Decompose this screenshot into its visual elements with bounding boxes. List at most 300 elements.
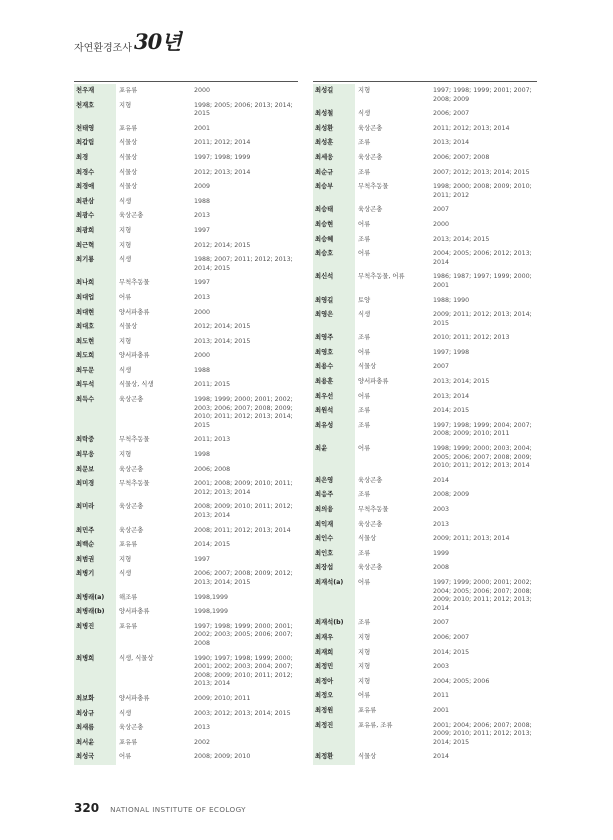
researcher-name: 최병희: [74, 652, 116, 692]
table-row: [74, 567, 304, 590]
left-column: [74, 81, 298, 765]
researcher-name: 최광희: [74, 224, 116, 239]
table-row: [74, 692, 304, 707]
table-row: [313, 375, 543, 390]
survey-years: 1997; 1998; 1999: [194, 153, 251, 161]
table-row: [313, 390, 543, 405]
researcher-name: 최영은: [313, 308, 355, 331]
researcher-name: 최정아: [313, 675, 355, 690]
researcher-name: 최병기: [74, 567, 116, 590]
survey-years: 1998,1999: [194, 608, 229, 616]
survey-years: 2003: [433, 663, 450, 671]
taxon-group: 육상곤충: [119, 526, 144, 534]
table-row: [74, 151, 304, 166]
survey-years: 1997; 1998; 1999; 2004; 2007; 2008; 2009; 2010; 2011: [433, 421, 532, 438]
researcher-name: 최미라: [74, 500, 116, 523]
taxon-group: 해조류: [119, 593, 138, 601]
taxon-group: 양서파충류: [358, 378, 389, 386]
survey-years: 2007: [433, 206, 450, 214]
taxon-group: 식물상: [119, 153, 138, 161]
researcher-name: 최정진: [313, 719, 355, 751]
table-row: [313, 247, 543, 270]
survey-years: 1988: [194, 366, 211, 374]
survey-years: 2012; 2014; 2015: [194, 241, 251, 249]
survey-years: 2009; 2010; 2011: [194, 694, 251, 702]
survey-years: 2006; 2008: [194, 465, 231, 473]
survey-years: 2013; 2014; 2015: [433, 235, 490, 243]
table-row: [74, 306, 304, 321]
survey-years: 2013: [194, 724, 211, 732]
taxon-group: 육상곤충: [119, 396, 144, 404]
taxon-group: 식생: [119, 197, 132, 205]
table-row: [313, 107, 543, 122]
taxon-group: 무척추동물: [119, 436, 150, 444]
researcher-table-left-body: [74, 84, 304, 765]
survey-years: 2003; 2012; 2013; 2014; 2015: [194, 709, 291, 717]
taxon-group: 어류: [358, 392, 371, 400]
researcher-name: 최정환: [313, 750, 355, 765]
survey-years: 2007: [433, 363, 450, 371]
taxon-group: 토양: [358, 296, 371, 304]
researcher-name: 최백순: [74, 538, 116, 553]
table-row: [74, 166, 304, 181]
survey-years: 2002: [194, 738, 211, 746]
researcher-name: 최경: [74, 151, 116, 166]
table-row: [313, 84, 543, 107]
table-row: [74, 750, 304, 765]
survey-years: 1997: [194, 226, 211, 234]
survey-years: 2012; 2014; 2015: [194, 323, 251, 331]
taxon-group: 지형: [358, 633, 371, 641]
survey-years: 2006; 2007: [433, 633, 470, 641]
taxon-group: 지형: [358, 87, 371, 94]
table-row: [74, 320, 304, 335]
table-row: [74, 463, 304, 478]
survey-years: 1998; 1999; 2000; 2001; 2002; 2003; 2006; 2007; 2008; 2009; 2010; 2011; 2012; 2013; 2014; 2015: [194, 396, 293, 429]
table-row: [313, 518, 543, 533]
table-row: [74, 195, 304, 210]
researcher-name: 최재우: [313, 631, 355, 646]
researcher-name: 최승호: [313, 247, 355, 270]
table-row: [74, 136, 304, 151]
taxon-group: 식생: [119, 709, 132, 717]
researcher-name: 최갑림: [74, 136, 116, 151]
taxon-group: 식물상: [119, 168, 138, 176]
survey-years: 2013; 2014: [433, 392, 470, 400]
table-row: [313, 719, 543, 751]
survey-years: 1997: [194, 555, 211, 563]
researcher-name: 최민주: [74, 524, 116, 539]
survey-years: 1998: [194, 451, 211, 459]
taxon-group: 무척추동물, 어류: [358, 273, 405, 281]
table-row: [74, 538, 304, 553]
researcher-name: 최영주: [313, 331, 355, 346]
taxon-group: 지형: [119, 555, 132, 563]
table-row: [313, 346, 543, 361]
taxon-group: 포유류: [358, 706, 377, 714]
table-row: [74, 99, 304, 122]
researcher-name: 최정오: [313, 689, 355, 704]
taxon-group: 무척추동물: [358, 506, 389, 513]
survey-years: 2012; 2013; 2014: [194, 168, 251, 176]
taxon-group: 지형: [119, 226, 132, 234]
researcher-name: 최서윤: [74, 736, 116, 751]
survey-years: 1997; 1998: [433, 348, 470, 356]
taxon-group: 조류: [358, 334, 371, 342]
researcher-name: 최두문: [74, 364, 116, 379]
researcher-name: 최용훈: [313, 375, 355, 390]
survey-years: 2004; 2005; 2006: [433, 677, 490, 685]
table-row: [313, 151, 543, 166]
table-row: [313, 166, 543, 181]
researcher-name: 최장섭: [313, 561, 355, 576]
survey-years: 2014; 2015: [433, 648, 470, 656]
survey-years: 2001: [433, 706, 450, 714]
researcher-name: 최원석: [313, 404, 355, 419]
survey-years: 2013; 2014: [433, 139, 470, 147]
researcher-table-right-body: [313, 84, 543, 765]
survey-years: 2001: [194, 124, 211, 132]
table-row: [74, 652, 304, 692]
taxon-group: 식생: [119, 366, 132, 374]
survey-years: 1998,1999: [194, 593, 229, 601]
researcher-name: 최응주: [313, 488, 355, 503]
researcher-name: 최정민: [313, 660, 355, 675]
taxon-group: 지형: [119, 101, 132, 109]
taxon-group: 양서파충류: [119, 352, 150, 360]
researcher-name: 최도현: [74, 335, 116, 350]
taxon-group: 조류: [358, 549, 371, 557]
table-row: [74, 84, 304, 99]
researcher-name: 천태영: [74, 122, 116, 137]
researcher-name: 최상규: [74, 707, 116, 722]
survey-years: 2009: [194, 183, 211, 191]
taxon-group: 무척추동물: [358, 183, 389, 191]
taxon-group: 육상곤충: [358, 476, 383, 484]
table-row: [74, 736, 304, 751]
researcher-name: 최영길: [313, 294, 355, 309]
taxon-group: 조류: [358, 421, 371, 429]
researcher-name: 최우선: [313, 390, 355, 405]
table-row: [313, 532, 543, 547]
researcher-name: 최경수: [74, 166, 116, 181]
taxon-group: 조류: [358, 619, 371, 627]
taxon-group: 무척추동물: [119, 279, 150, 287]
table-row: [74, 239, 304, 254]
survey-years: 2003: [433, 506, 450, 513]
survey-years: 2014; 2015: [194, 541, 231, 549]
table-row: [313, 616, 543, 631]
survey-years: 1988; 2007; 2011; 2012; 2013; 2014; 2015: [194, 256, 293, 272]
survey-years: 2009; 2011; 2013; 2014: [433, 535, 510, 543]
table-row: [313, 750, 543, 765]
survey-years: 2011: [433, 692, 450, 700]
taxon-group: 육상곤충: [358, 153, 383, 161]
table-row: [313, 233, 543, 248]
taxon-group: 조류: [358, 139, 371, 147]
researcher-name: 최윤: [313, 442, 355, 474]
column-top-rule: [74, 81, 298, 82]
researcher-name: 최무웅: [74, 448, 116, 463]
researcher-name: 최재석(a): [313, 576, 355, 616]
page-footer: [74, 797, 246, 816]
table-row: [74, 276, 304, 291]
table-row: [74, 253, 304, 276]
table-row: [313, 136, 543, 151]
table-row: [313, 270, 543, 293]
taxon-group: 포유류: [119, 541, 138, 549]
survey-years: 2008: [433, 564, 450, 572]
survey-years: 2000: [194, 352, 211, 360]
taxon-group: 양서파충류: [119, 694, 150, 702]
header-title: 자연환경조사: [74, 43, 132, 54]
survey-years: 2010; 2011; 2012; 2013: [433, 334, 510, 342]
institute-name: NATIONAL INSTITUTE OF ECOLOGY: [110, 805, 246, 814]
survey-years: 2013; 2014; 2015: [194, 337, 251, 345]
survey-years: 2007; 2012; 2013; 2014; 2015: [433, 168, 530, 176]
table-row: [313, 547, 543, 562]
taxon-group: 어류: [358, 250, 371, 258]
table-row: [74, 393, 304, 433]
taxon-group: 식물상, 식생: [119, 381, 154, 389]
taxon-group: 식생: [119, 256, 132, 264]
survey-years: 2013: [194, 293, 211, 301]
table-row: [74, 291, 304, 306]
researcher-name: 최재희: [313, 646, 355, 661]
researcher-name: 최성환: [313, 122, 355, 137]
survey-years: 2011; 2012; 2013; 2014: [433, 124, 510, 132]
researcher-name: 최세웅: [313, 151, 355, 166]
survey-years: 1997; 1998; 1999; 2001; 2007; 2008; 2009: [433, 87, 532, 103]
survey-years: 2011; 2012; 2014: [194, 139, 251, 147]
researcher-name: 최새름: [74, 721, 116, 736]
survey-years: 2011; 2015: [194, 381, 231, 389]
survey-years: 1998; 2005; 2006; 2013; 2014; 2015: [194, 101, 293, 118]
researcher-name: 최보화: [74, 692, 116, 707]
table-row: [313, 660, 543, 675]
researcher-name: 최영호: [313, 346, 355, 361]
table-row: [313, 294, 543, 309]
table-row: [313, 689, 543, 704]
researcher-name: 최범권: [74, 553, 116, 568]
table-row: [74, 433, 304, 448]
researcher-name: 최득수: [74, 393, 116, 433]
table-row: [313, 360, 543, 375]
header-30-years-mark: 30년: [134, 29, 181, 54]
survey-years: 1990; 1997; 1998; 1999; 2000; 2001; 2002; 2003; 2004; 2007; 2008; 2009; 2010; 2011; 2012; 2013; 2014: [194, 654, 293, 688]
survey-years: 1986; 1987; 1997; 1999; 2000; 2001: [433, 273, 532, 289]
survey-years: 1997; 1998; 1999; 2000; 2001; 2002; 2003; 2005; 2006; 2007; 2008: [194, 622, 293, 647]
taxon-group: 육상곤충: [358, 206, 383, 214]
researcher-name: 최대호: [74, 320, 116, 335]
taxon-group: 포유류: [119, 124, 138, 132]
survey-years: 2014: [433, 753, 450, 761]
taxon-group: 식생: [119, 570, 132, 578]
taxon-group: 어류: [119, 753, 132, 761]
survey-years: 1997; 1999; 2000; 2001; 2002; 2004; 2005; 2006; 2007; 2008; 2009; 2010; 2011; 2012; 2013; 2014: [433, 578, 532, 612]
taxon-group: 무척추동물: [119, 480, 150, 488]
table-row: [313, 218, 543, 233]
taxon-group: 양서파충류: [119, 608, 150, 616]
survey-years: 2000: [194, 87, 211, 94]
table-row: [313, 474, 543, 489]
taxon-group: 조류: [358, 168, 371, 176]
table-row: [313, 203, 543, 218]
researcher-name: 최경애: [74, 180, 116, 195]
survey-years: 2006; 2007; 2008; 2009; 2012; 2013; 2014; 2015: [194, 570, 293, 586]
taxon-group: 조류: [358, 235, 371, 243]
researcher-name: 최유성: [313, 419, 355, 442]
survey-years: 2013: [433, 520, 450, 528]
survey-years: 2006; 2007; 2008: [433, 153, 490, 161]
table-row: [74, 524, 304, 539]
researcher-name: 최용수: [313, 360, 355, 375]
table-row: [74, 224, 304, 239]
table-row: [313, 419, 543, 442]
researcher-name: 최성철: [313, 107, 355, 122]
researcher-name: 최기룡: [74, 253, 116, 276]
survey-years: 2008; 2009: [433, 491, 470, 499]
table-row: [74, 553, 304, 568]
taxon-group: 포유류, 조류: [358, 721, 393, 729]
taxon-group: 육상곤충: [358, 520, 383, 528]
survey-years: 2007: [433, 619, 450, 627]
table-row: [74, 707, 304, 722]
survey-years: 1998; 1999; 2000; 2003; 2004; 2005; 2006; 2007; 2008; 2009; 2010; 2011; 2012; 2013; 2014: [433, 445, 532, 470]
taxon-group: 양서파충류: [119, 308, 150, 316]
taxon-group: 식생: [358, 311, 371, 319]
researcher-name: 최승혜: [313, 233, 355, 248]
taxon-group: 어류: [358, 578, 371, 586]
survey-years: 2013: [194, 212, 211, 220]
table-row: [313, 442, 543, 474]
survey-years: 2008; 2011; 2012; 2013; 2014: [194, 526, 291, 534]
table-row: [313, 331, 543, 346]
table-row: [74, 122, 304, 137]
table-row: [313, 576, 543, 616]
researcher-name: 최문보: [74, 463, 116, 478]
taxon-group: 포유류: [119, 738, 138, 746]
table-row: [74, 605, 304, 620]
taxon-group: 육상곤충: [119, 724, 144, 732]
researcher-name: 최락중: [74, 433, 116, 448]
researcher-name: 최관삼: [74, 195, 116, 210]
right-column: [313, 81, 537, 765]
survey-years: 1988: [194, 197, 211, 205]
researcher-name: 최승부: [313, 180, 355, 203]
taxon-group: 식물상: [358, 363, 377, 371]
researcher-name: 최병진: [74, 620, 116, 652]
taxon-group: 육상곤충: [119, 465, 144, 473]
survey-years: 2014; 2015: [433, 407, 470, 415]
taxon-group: 육상곤충: [358, 564, 383, 572]
survey-years: 2009; 2011; 2012; 2013; 2014; 2015: [433, 311, 532, 327]
survey-years: 2000: [433, 220, 450, 228]
survey-years: 1999: [433, 549, 450, 557]
survey-years: 2014: [433, 476, 450, 484]
table-row: [74, 477, 304, 500]
table-row: [313, 646, 543, 661]
researcher-name: 최병래(a): [74, 591, 116, 606]
taxon-group: 식물상: [119, 139, 138, 147]
researcher-name: 최미경: [74, 477, 116, 500]
taxon-group: 어류: [358, 220, 371, 228]
taxon-group: 식생: [358, 110, 371, 118]
survey-years: 2001; 2008; 2009; 2010; 2011; 2012; 2013; 2014: [194, 480, 293, 496]
researcher-name: 최두석: [74, 378, 116, 393]
researcher-name: 최인호: [313, 547, 355, 562]
table-row: [74, 364, 304, 379]
researcher-name: 최승태: [313, 203, 355, 218]
survey-years: 2008; 2009; 2010: [194, 753, 251, 761]
table-row: [74, 349, 304, 364]
survey-years: 1997: [194, 279, 211, 287]
taxon-group: 식생, 식물상: [119, 654, 154, 662]
table-row: [313, 180, 543, 203]
survey-years: 2008; 2009; 2010; 2011; 2012; 2013; 2014: [194, 503, 293, 519]
table-row: [313, 503, 543, 518]
researcher-name: 최대업: [74, 291, 116, 306]
taxon-group: 어류: [119, 293, 132, 301]
taxon-group: 지형: [358, 648, 371, 656]
researcher-name: 최대현: [74, 306, 116, 321]
taxon-group: 지형: [119, 337, 132, 345]
survey-years: 2006; 2007: [433, 110, 470, 118]
table-row: [313, 308, 543, 331]
table-row: [74, 721, 304, 736]
taxon-group: 포유류: [119, 622, 138, 630]
taxon-group: 식물상: [119, 183, 138, 191]
table-row: [313, 561, 543, 576]
taxon-group: 지형: [119, 241, 132, 249]
survey-years: 1998; 2000; 2008; 2009; 2010; 2011; 2012: [433, 183, 532, 199]
table-row: [74, 620, 304, 652]
researcher-name: 최병래(b): [74, 605, 116, 620]
researcher-name: 최재석(b): [313, 616, 355, 631]
taxon-group: 어류: [358, 692, 371, 700]
researcher-name: 최신석: [313, 270, 355, 293]
researcher-name: 최광수: [74, 209, 116, 224]
table-row: [313, 122, 543, 137]
taxon-group: 지형: [358, 677, 371, 685]
researcher-name: 천우재: [74, 84, 116, 99]
researcher-table-left: [74, 84, 304, 765]
taxon-group: 조류: [358, 491, 371, 499]
researcher-name: 최성훈: [313, 136, 355, 151]
taxon-group: 포유류: [119, 87, 138, 94]
taxon-group: 육상곤충: [358, 124, 383, 132]
researcher-name: 최성길: [313, 84, 355, 107]
researcher-table-right: [313, 84, 543, 765]
table-row: [313, 631, 543, 646]
taxon-group: 육상곤충: [119, 503, 144, 511]
table-row: [74, 335, 304, 350]
table-row: [74, 180, 304, 195]
researcher-name: 최승현: [313, 218, 355, 233]
table-row: [74, 591, 304, 606]
table-row: [313, 704, 543, 719]
table-row: [74, 209, 304, 224]
survey-years: 2001; 2004; 2006; 2007; 2008; 2009; 2010; 2011; 2012; 2013; 2014; 2015: [433, 721, 532, 746]
taxon-group: 지형: [119, 451, 132, 459]
survey-years: 2011; 2013: [194, 436, 231, 444]
researcher-name: 최순규: [313, 166, 355, 181]
taxon-group: 육상곤충: [119, 212, 144, 220]
table-row: [74, 500, 304, 523]
researcher-name: 최성국: [74, 750, 116, 765]
researcher-name: 최의융: [313, 503, 355, 518]
table-row: [313, 404, 543, 419]
